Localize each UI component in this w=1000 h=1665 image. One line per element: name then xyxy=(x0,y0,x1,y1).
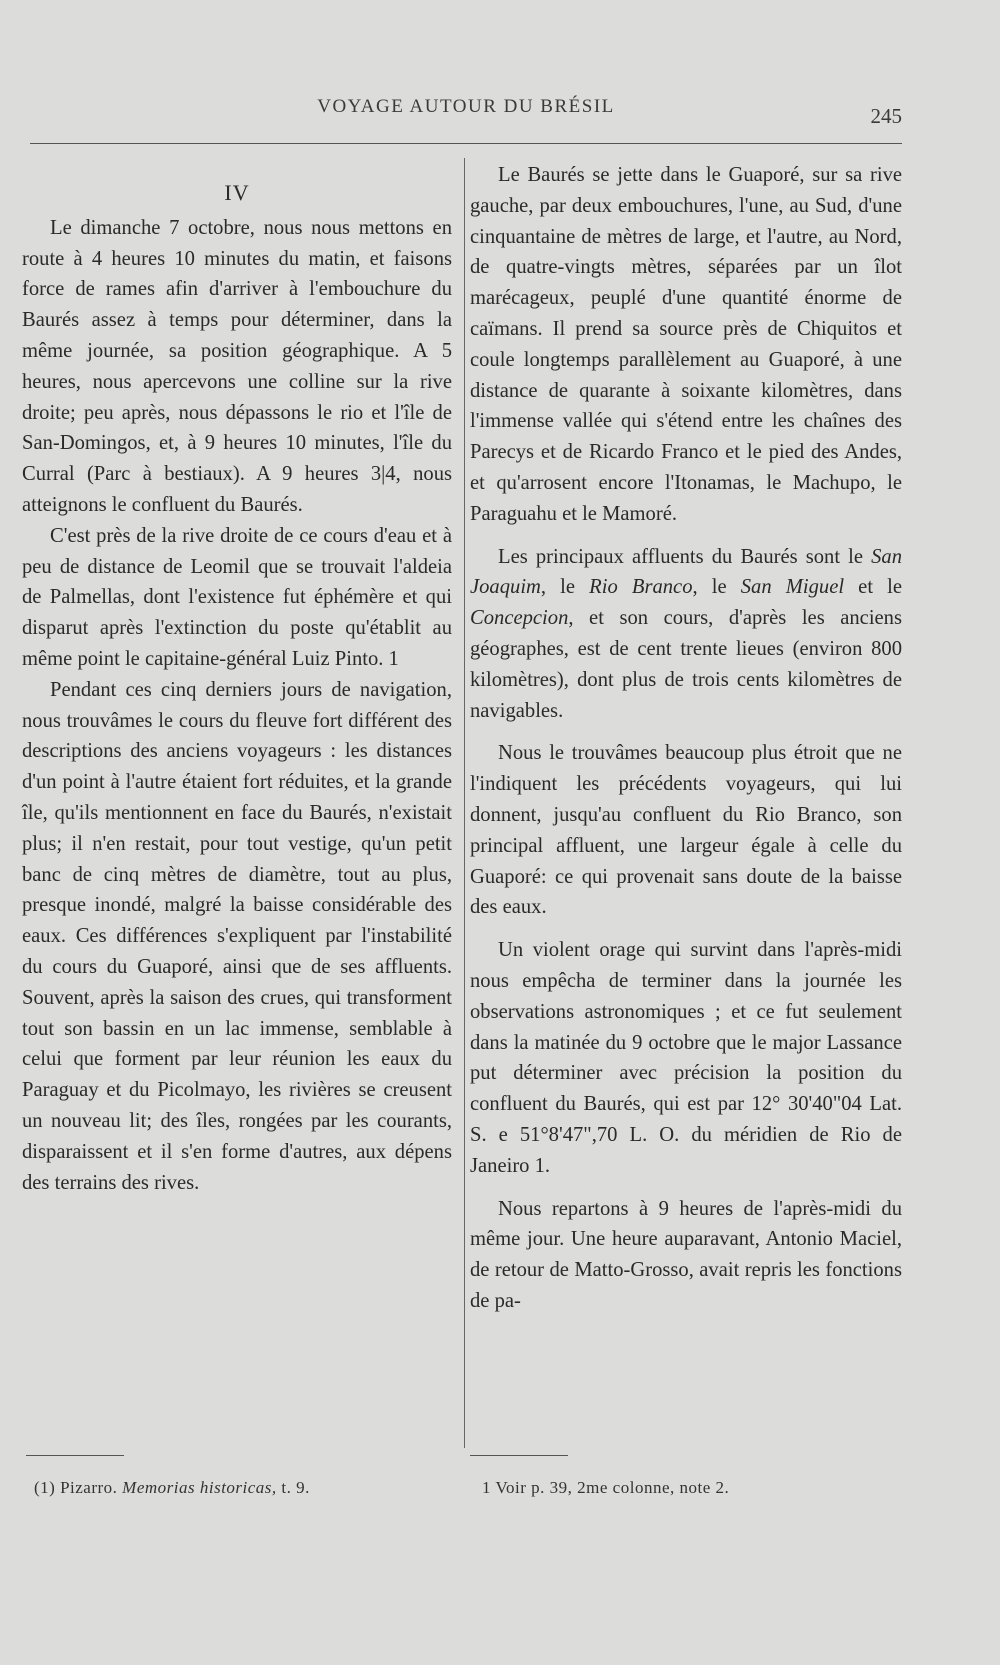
paragraph: Un violent orage qui survint dans l'après-midi nous empêcha de terminer dans la journée les observations astronomiques ; et ce fut seulement dans la matinée du 9 octobre que le major Lassance put déterminer avec précision la position du confluent du Baurés, qui est par 12° 30'40"04 Lat. S. e 51°8'47",70 L. O. du méridien de Rio de Janeiro 1. xyxy=(470,939,902,1177)
paragraph xyxy=(470,542,902,727)
river-name: Concepcion xyxy=(470,607,569,630)
paragraph: Nous le trouvâmes beaucoup plus étroit que ne l'indiquent les précédents voyageurs, qui lui donnent, jusqu'au confluent du Rio Branco, son principal affluent, une largeur égale à celle du Guaporé: ce qui provenait sans doute de la baisse des eaux. xyxy=(470,742,902,919)
page-number: 245 xyxy=(870,104,902,128)
footnote-text: t. 9. xyxy=(276,1478,310,1497)
paragraph: Nous repartons à 9 heures de l'après-midi du même jour. Une heure auparavant, Antonio Maciel, de retour de Matto-Grosso, avait repris les fonctions de pa- xyxy=(470,1197,902,1312)
text-run: Les principaux affluents du Baurés sont le xyxy=(498,545,872,568)
river-name: San Joaquim xyxy=(470,545,902,599)
river-name: San Miguel xyxy=(740,576,845,599)
paragraph: C'est près de la rive droite de ce cours d'eau et à peu de distance de Leomil que se trouvait l'aldeia de Palmellas, dont l'existence fut éphémère et qui disparut après l'extinction du poste qu'établit au même point le capitaine-général Luiz Pinto. 1 xyxy=(22,524,452,670)
paragraph: Le dimanche 7 octobre, nous nous mettons en route à 4 heures 10 minutes du matin, et faisons force de rames afin d'arriver à l'embouchure du Baurés assez à temps pour déterminer, dans la même journée, sa position géographique. A 5 heures, nous apercevons une colline sur la rive droite; peu après, nous dépassons le rio et l'île de San-Domingos, et, à 9 heures 10 minutes, l'île du Curral (Parc à bestiaux). A 9 heures 3|4, nous atteignons le confluent du Baurés. xyxy=(22,216,452,516)
header-rule xyxy=(30,143,902,144)
paragraph: Pendant ces cinq derniers jours de navigation, nous trouvâmes le cours du fleuve fort différent des descriptions des anciens voyageurs : les distances d'un point à l'autre étaient fort réduites, et la grande île, qu'ils mentionnent en face du Baurés, n'existait plus; il n'en restait, pour tout vestige, qu'un petit banc de cinq mètres de diamètre, tout au plus, presque inondé, malgré la baisse considérable des eaux. Ces différences s'expliquent par l'instabilité du cours du Guaporé, ainsi que de ses affluents. Souvent, après la saison des crues, qui transforment tout son bassin en un lac immense, semblable à celui que forment par leur réunion les eaux du Paraguay et du Picolmayo, les rivières se creusent un nouveau lit; des îles, rongées par les courants, disparaissent et il s'en forme d'autres, aux dépens des terrains des rives. xyxy=(22,678,452,1194)
footnote-title: Memorias historicas, xyxy=(122,1478,277,1497)
text-run: , le xyxy=(540,576,590,599)
text-run: , et son cours, d'après les anciens géographes, est de cent trente lieues (environ 800 kilomètres), dont plus de trois cents kilomètres de navigables. xyxy=(470,607,902,722)
running-title: VOYAGE AUTOUR DU BRÉSIL xyxy=(317,96,615,117)
column-divider xyxy=(464,158,465,1448)
text-run: et le xyxy=(844,576,903,599)
footnote-text: (1) Pizarro. xyxy=(34,1478,123,1497)
right-column xyxy=(470,160,902,1317)
footnote-rule xyxy=(26,1455,124,1456)
paragraph: Le Baurés se jette dans le Guaporé, sur sa rive gauche, par deux embouchures, l'une, au Sud, d'une cinquantaine de mètres de large, et l'autre, au Nord, de quatre-vingts mètres, séparées par un îlot marécageux, peuplé d'une quantité énorme de caïmans. Il prend sa source près de Chiquitos et coule longtemps parallèlement au Guaporé, à une distance de quarante à soixante kilomètres, dans l'immense vallée qui s'étend entre les chaînes des Parecys et de Ricardo Franco et le pied des Andes, et qu'arrosent encore l'Itonamas, le Machupo, le Paraguahu et le Mamoré. xyxy=(470,164,902,525)
section-heading: IV xyxy=(224,180,250,205)
footnote-left xyxy=(34,1478,310,1498)
left-column xyxy=(22,160,452,1198)
footnote-right: 1 Voir p. 39, 2me colonne, note 2. xyxy=(482,1478,730,1497)
text-run: , le xyxy=(692,576,741,599)
page-header xyxy=(30,96,902,128)
river-name: Rio Branco xyxy=(589,576,693,599)
footnote-rule xyxy=(470,1455,568,1456)
